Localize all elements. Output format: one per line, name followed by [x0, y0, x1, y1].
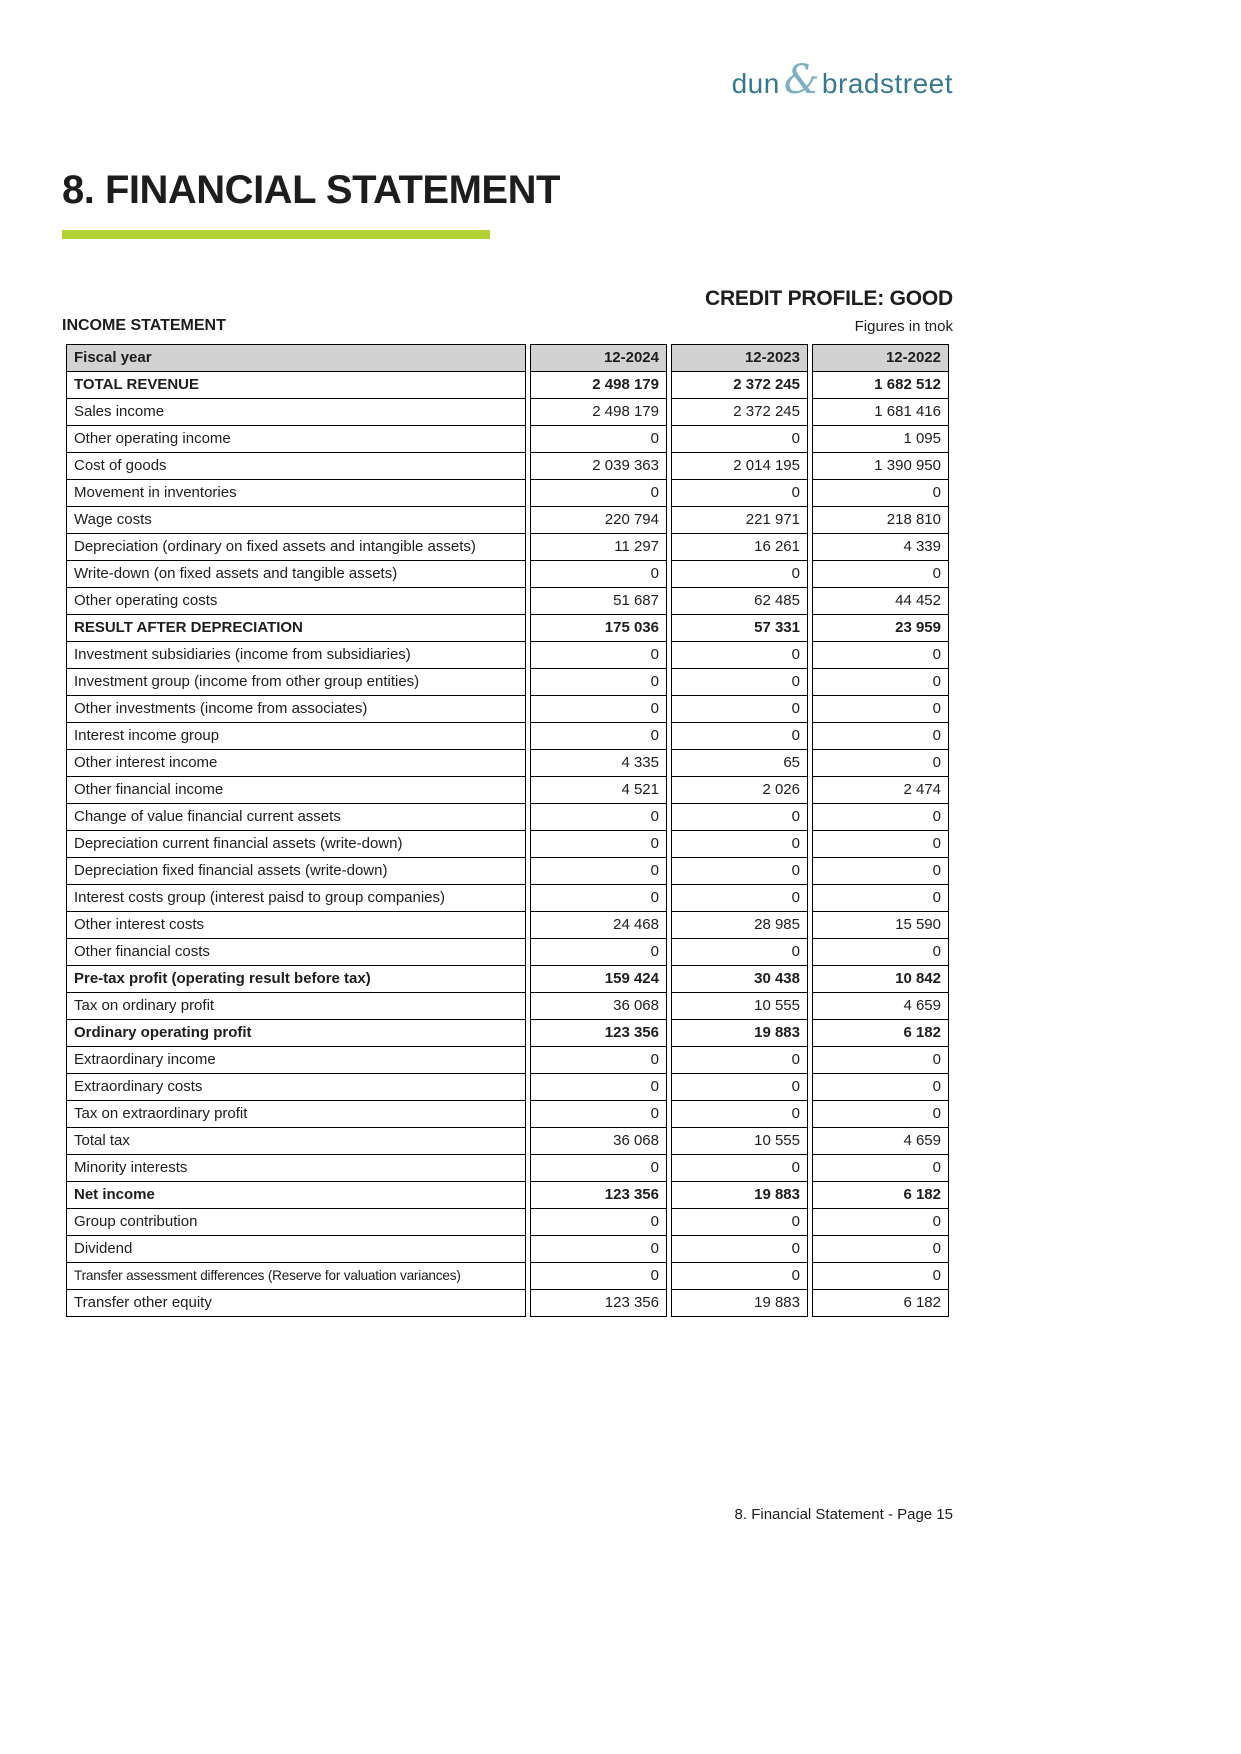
row-value: 123 356 — [530, 1020, 667, 1047]
row-label: Write-down (on fixed assets and tangible assets) — [66, 561, 526, 588]
row-label: Investment group (income from other group entities) — [66, 669, 526, 696]
row-value: 6 182 — [812, 1020, 949, 1047]
header-year-12-2024: 12-2024 — [530, 344, 667, 372]
row-value: 0 — [671, 1047, 808, 1074]
row-value: 0 — [530, 1074, 667, 1101]
table-row — [66, 615, 949, 642]
row-value: 0 — [812, 480, 949, 507]
row-value: 51 687 — [530, 588, 667, 615]
row-label: Other investments (income from associates) — [66, 696, 526, 723]
row-value: 1 095 — [812, 426, 949, 453]
row-value: 0 — [812, 561, 949, 588]
row-value: 0 — [530, 1047, 667, 1074]
table-row — [66, 723, 949, 750]
row-value: 0 — [671, 696, 808, 723]
row-value: 0 — [812, 696, 949, 723]
row-value: 0 — [671, 723, 808, 750]
table-row — [66, 939, 949, 966]
row-value: 0 — [671, 426, 808, 453]
table-row — [66, 669, 949, 696]
row-value: 23 959 — [812, 615, 949, 642]
row-value: 221 971 — [671, 507, 808, 534]
table-row — [66, 1290, 949, 1317]
row-label: Tax on ordinary profit — [66, 993, 526, 1020]
row-value: 10 555 — [671, 993, 808, 1020]
row-value: 4 521 — [530, 777, 667, 804]
table-row — [66, 1236, 949, 1263]
logo-ampersand-icon: & — [783, 57, 820, 103]
row-value: 0 — [530, 696, 667, 723]
row-value: 19 883 — [671, 1020, 808, 1047]
row-label: Interest income group — [66, 723, 526, 750]
row-value: 0 — [812, 1101, 949, 1128]
table-meta-row — [62, 317, 953, 335]
row-value: 0 — [812, 858, 949, 885]
row-value: 0 — [530, 831, 667, 858]
row-value: 4 339 — [812, 534, 949, 561]
row-value: 175 036 — [530, 615, 667, 642]
row-label: Other interest costs — [66, 912, 526, 939]
table-row — [66, 750, 949, 777]
row-value: 4 659 — [812, 993, 949, 1020]
row-label: Movement in inventories — [66, 480, 526, 507]
row-value: 0 — [671, 939, 808, 966]
row-value: 57 331 — [671, 615, 808, 642]
table-row — [66, 561, 949, 588]
row-value: 16 261 — [671, 534, 808, 561]
row-label: Sales income — [66, 399, 526, 426]
row-label: Depreciation fixed financial assets (write-down) — [66, 858, 526, 885]
row-value: 11 297 — [530, 534, 667, 561]
row-value: 30 438 — [671, 966, 808, 993]
row-value: 0 — [812, 939, 949, 966]
table-row — [66, 885, 949, 912]
row-value: 36 068 — [530, 1128, 667, 1155]
row-value: 0 — [812, 669, 949, 696]
row-label: TOTAL REVENUE — [66, 372, 526, 399]
row-value: 0 — [812, 642, 949, 669]
row-value: 2 039 363 — [530, 453, 667, 480]
row-label: Other operating costs — [66, 588, 526, 615]
row-value: 0 — [530, 1236, 667, 1263]
row-value: 19 883 — [671, 1290, 808, 1317]
table-row — [66, 858, 949, 885]
row-value: 62 485 — [671, 588, 808, 615]
header-fiscal-year: Fiscal year — [66, 344, 526, 372]
row-value: 2 372 245 — [671, 399, 808, 426]
row-value: 1 682 512 — [812, 372, 949, 399]
row-label: Change of value financial current assets — [66, 804, 526, 831]
row-value: 10 555 — [671, 1128, 808, 1155]
table-row — [66, 426, 949, 453]
row-value: 0 — [671, 831, 808, 858]
table-row — [66, 534, 949, 561]
table-row — [66, 804, 949, 831]
row-value: 123 356 — [530, 1290, 667, 1317]
row-value: 0 — [812, 1047, 949, 1074]
row-value: 0 — [812, 1236, 949, 1263]
row-value: 0 — [671, 1209, 808, 1236]
row-value: 0 — [530, 858, 667, 885]
row-label: Extraordinary costs — [66, 1074, 526, 1101]
row-value: 2 026 — [671, 777, 808, 804]
row-value: 123 356 — [530, 1182, 667, 1209]
page-title: 8. FINANCIAL STATEMENT — [62, 168, 560, 212]
row-label: Pre-tax profit (operating result before tax) — [66, 966, 526, 993]
row-value: 0 — [671, 561, 808, 588]
table-row — [66, 1020, 949, 1047]
table-row — [66, 480, 949, 507]
table-row — [66, 1182, 949, 1209]
row-label: Other financial income — [66, 777, 526, 804]
table-row — [66, 1155, 949, 1182]
row-value: 24 468 — [530, 912, 667, 939]
table-row — [66, 1263, 949, 1290]
row-value: 0 — [530, 885, 667, 912]
row-value: 0 — [530, 939, 667, 966]
income-statement-body — [66, 372, 949, 1317]
row-label: Extraordinary income — [66, 1047, 526, 1074]
table-row — [66, 1128, 949, 1155]
title-accent-bar — [62, 230, 490, 239]
row-label: Depreciation (ordinary on fixed assets and intangible assets) — [66, 534, 526, 561]
row-label: RESULT AFTER DEPRECIATION — [66, 615, 526, 642]
row-label: Group contribution — [66, 1209, 526, 1236]
row-value: 0 — [530, 804, 667, 831]
row-value: 0 — [671, 1155, 808, 1182]
table-row — [66, 588, 949, 615]
row-value: 0 — [530, 1263, 667, 1290]
row-value: 0 — [671, 858, 808, 885]
income-statement-table — [62, 344, 953, 1317]
logo-bradstreet: bradstreet — [821, 68, 953, 99]
row-value: 2 498 179 — [530, 399, 667, 426]
row-value: 0 — [812, 1209, 949, 1236]
row-value: 44 452 — [812, 588, 949, 615]
row-value: 15 590 — [812, 912, 949, 939]
row-value: 0 — [530, 669, 667, 696]
table-row — [66, 1209, 949, 1236]
table-row — [66, 642, 949, 669]
row-label: Depreciation current financial assets (write-down) — [66, 831, 526, 858]
row-label: Net income — [66, 1182, 526, 1209]
income-statement-table-wrap — [62, 344, 953, 1317]
row-value: 0 — [812, 1155, 949, 1182]
row-label: Other operating income — [66, 426, 526, 453]
row-value: 1 681 416 — [812, 399, 949, 426]
row-value: 218 810 — [812, 507, 949, 534]
row-value: 0 — [671, 885, 808, 912]
row-value: 0 — [530, 1209, 667, 1236]
income-statement-heading: INCOME STATEMENT — [62, 317, 226, 334]
table-row — [66, 966, 949, 993]
row-label: Cost of goods — [66, 453, 526, 480]
row-value: 0 — [671, 1263, 808, 1290]
row-value: 0 — [671, 1074, 808, 1101]
table-row — [66, 1074, 949, 1101]
row-value: 0 — [812, 885, 949, 912]
row-value: 2 474 — [812, 777, 949, 804]
table-row — [66, 912, 949, 939]
row-value: 0 — [530, 426, 667, 453]
row-label: Investment subsidiaries (income from subsidiaries) — [66, 642, 526, 669]
header-year-12-2023: 12-2023 — [671, 344, 808, 372]
row-value: 0 — [671, 669, 808, 696]
row-value: 1 390 950 — [812, 453, 949, 480]
header-year-12-2022: 12-2022 — [812, 344, 949, 372]
row-value: 36 068 — [530, 993, 667, 1020]
row-value: 6 182 — [812, 1182, 949, 1209]
table-header-row — [66, 344, 949, 372]
row-value: 2 372 245 — [671, 372, 808, 399]
row-label: Wage costs — [66, 507, 526, 534]
row-label: Minority interests — [66, 1155, 526, 1182]
dun-bradstreet-logo — [731, 57, 953, 103]
row-label: Interest costs group (interest paisd to group companies) — [66, 885, 526, 912]
table-row — [66, 831, 949, 858]
row-label: Tax on extraordinary profit — [66, 1101, 526, 1128]
row-value: 4 335 — [530, 750, 667, 777]
row-value: 0 — [671, 1101, 808, 1128]
row-value: 0 — [671, 804, 808, 831]
row-value: 0 — [671, 642, 808, 669]
row-value: 0 — [812, 831, 949, 858]
row-value: 0 — [671, 1236, 808, 1263]
row-value: 0 — [530, 723, 667, 750]
row-value: 6 182 — [812, 1290, 949, 1317]
table-row — [66, 507, 949, 534]
table-row — [66, 1101, 949, 1128]
table-row — [66, 1047, 949, 1074]
table-row — [66, 777, 949, 804]
row-value: 0 — [812, 750, 949, 777]
row-label: Total tax — [66, 1128, 526, 1155]
row-label: Transfer other equity — [66, 1290, 526, 1317]
row-label: Dividend — [66, 1236, 526, 1263]
row-label: Transfer assessment differences (Reserve for valuation variances) — [66, 1263, 526, 1290]
row-value: 0 — [812, 1263, 949, 1290]
row-value: 0 — [812, 804, 949, 831]
row-value: 0 — [812, 1074, 949, 1101]
table-row — [66, 696, 949, 723]
row-value: 220 794 — [530, 507, 667, 534]
table-row — [66, 453, 949, 480]
table-row — [66, 993, 949, 1020]
row-value: 0 — [671, 480, 808, 507]
row-value: 0 — [530, 642, 667, 669]
credit-profile-label: CREDIT PROFILE: GOOD — [704, 287, 953, 310]
row-label: Other financial costs — [66, 939, 526, 966]
row-value: 0 — [530, 1101, 667, 1128]
row-value: 4 659 — [812, 1128, 949, 1155]
page-footer: 8. Financial Statement - Page 15 — [734, 1506, 953, 1523]
row-value: 65 — [671, 750, 808, 777]
row-value: 0 — [530, 480, 667, 507]
row-value: 19 883 — [671, 1182, 808, 1209]
figures-unit-note: Figures in tnok — [854, 318, 953, 335]
row-label: Other interest income — [66, 750, 526, 777]
row-value: 2 498 179 — [530, 372, 667, 399]
row-value: 28 985 — [671, 912, 808, 939]
row-value: 0 — [530, 1155, 667, 1182]
logo-dun: dun — [731, 68, 780, 99]
table-row — [66, 399, 949, 426]
table-row — [66, 372, 949, 399]
row-value: 0 — [812, 723, 949, 750]
row-value: 159 424 — [530, 966, 667, 993]
row-value: 10 842 — [812, 966, 949, 993]
row-value: 2 014 195 — [671, 453, 808, 480]
row-value: 0 — [530, 561, 667, 588]
row-label: Ordinary operating profit — [66, 1020, 526, 1047]
